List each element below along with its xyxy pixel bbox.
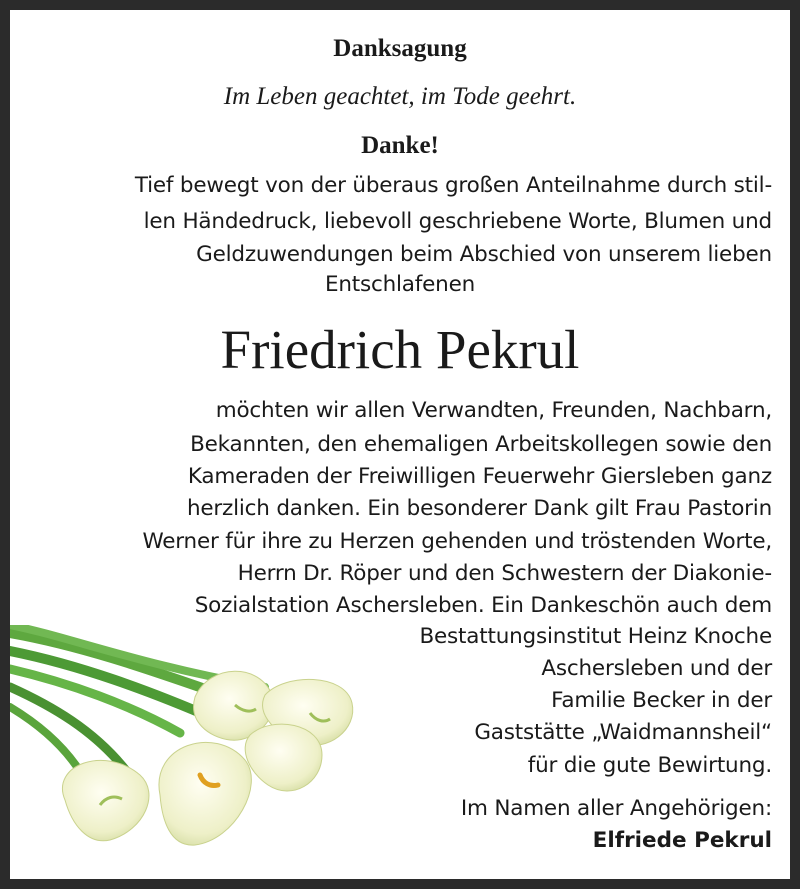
deceased-name: Friedrich Pekrul [220,319,580,380]
body-line: Herrn Dr. Röper und den Schwestern der Diakonie- [237,561,772,586]
closing-line: Im Namen aller Angehörigen: [460,796,772,821]
body-line: herzlich danken. Ein besonderer Dank gilt Frau Pastorin [186,496,772,521]
body-line: Bekannten, den ehemaligen Arbeitskollegen sowie den [190,432,772,457]
intro-line: Tief bewegt von der überaus großen Anteilnahme durch stil- [134,173,772,198]
signer-name: Elfriede Pekrul [592,828,772,853]
body-line: Kameraden der Freiwilligen Feuerwehr Giersleben ganz [187,464,772,489]
body-line: Bestattungsinstitut Heinz Knoche [419,624,772,649]
body-line: Aschersleben und der [541,656,772,681]
intro-line: Entschlafenen [324,272,476,297]
body-line: Werner für ihre zu Herzen gehenden und tröstenden Worte, [142,529,772,554]
body-line: möchten wir allen Verwandten, Freunden, Nachbarn, [215,398,772,423]
body-line: Gaststätte „Waidmannsheil“ [474,720,772,745]
intro-line: Geldzuwendungen beim Abschied von unserem lieben [196,242,772,267]
body-line: Familie Becker in der [551,688,772,713]
intro-line: len Händedruck, liebevoll geschriebene Worte, Blumen und [143,209,772,234]
calla-lilies-image [10,625,370,865]
body-line: Sozialstation Aschersleben. Ein Dankeschön auch dem [194,593,772,618]
notice-motto: Im Leben geachtet, im Tode geehrt. [223,83,577,110]
body-line: für die gute Bewirtung. [527,753,772,778]
notice-thanks: Danke! [361,132,439,159]
notice-title: Danksagung [333,35,467,62]
